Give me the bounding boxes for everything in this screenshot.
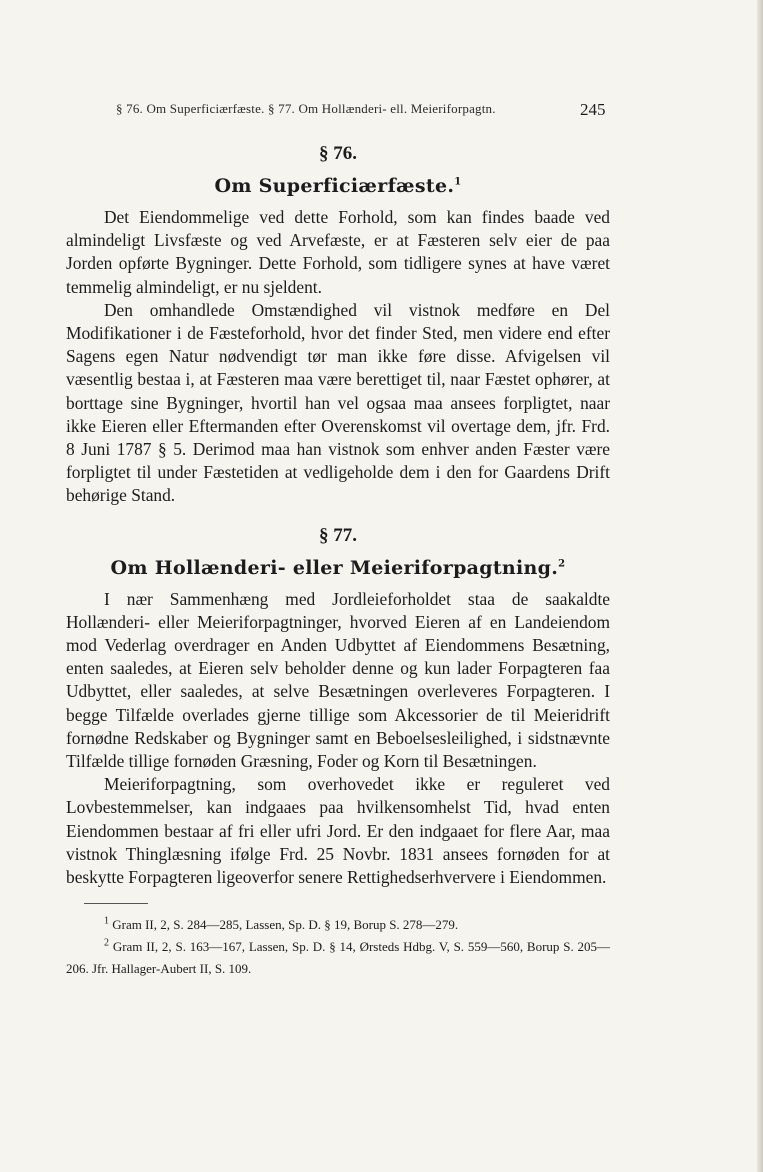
section-76-number: § 76. [319,143,357,164]
footnote-text: Gram II, 2, S. 284—285, Lassen, Sp. D. § 19, Borup S. 278—279. [112,917,459,933]
paragraph: Meieriforpagtning, som overhovedet ikke er reguleret ved Lovbestemmelser, kan indgaaes paa hvilkensomhelst Tid, hvad enten Eiendommen bestaar af fri eller ufri Jord. Er den indgaaet for flere Aar, maa vistnok Thinglæsning ifølge Frd. 25 Novbr. 1831 ansees fornøden for at beskytte Forpagteren ligeoverfor senere Rettighedserhververe i Eiendommen. [66,774,610,888]
paragraph: Den omhandlede Omstændighed vil vistnok medføre en Del Modifikationer i de Fæsteforhold, hvor det finder Sted, men videre end efter Sagens egen Natur nødvendigt tør man ikke føre disse. Afvigelsen vil væsentlig bestaa i, at Fæsteren maa være berettiget til, naar Fæstet ophører, at borttage sine Bygninger, hvortil han vel ogsaa maa ansees forpligtet, naar ikke Eieren eller Eftermanden efter Overenskomst vil overtage dem, jfr. Frd. 8 Juni 1787 § 5. Derimod maa han vistnok som enhver anden Fæster være forpligtet til under Fæstetiden at vedligeholde dem i den for Gaardens Drift behørige Stand. [66,299,610,506]
section-77-title [66,554,610,582]
paragraph: Det Eiendommelige ved dette Forhold, som kan findes baade ved almindeligt Livsfæste og ved Arvefæste, er at Fæsteren selv eier de paa Jorden opførte Bygninger. Dette Forhold, som tidligere synes at have været temmelig almindeligt, er nu sjeldent. [66,207,610,297]
section-76-title [66,172,610,200]
footnote-ref-1: 1 [454,176,462,188]
text-block [66,140,610,980]
section-76-title-text: Om Superficiærfæste. [214,175,455,197]
paragraph: I nær Sammenhæng med Jordleieforholdet staa de saakaldte Hollænderi- eller Meieriforpagtninger, hvorved Eieren af en Landeiendom mod Vederlag overdrager en Anden Udbyttet af Eiendommens Besætning, enten saaledes, at Eieren selv beholder denne og kun lader Forpagteren faa Udbyttet, eller saaledes, at selve Besætningen overleveres Forpagteren. I begge Tilfælde overlades gjerne tillige som Akcessorier de til Meieridrift fornødne Redskaber og Bygninger samt en Beboelsesleilighed, i sidstnævnte Tilfælde tillige fornøden Græsning, Foder og Korn til Besætningen. [66,588,610,772]
footnote-text: Gram II, 2, S. 163—167, Lassen, Sp. D. § 14, Ørsteds Hdbg. V, S. 559—560, Borup S. 205—206. Jfr. Hallager-Aubert II, S. 109. [66,939,611,977]
footnote-divider [84,903,148,904]
section-77-number: § 77. [319,524,357,546]
footnote [66,914,610,936]
running-head: § 76. Om Superficiærfæste. § 77. Om Hollænderi- ell. Meieriforpagtn. [116,101,496,116]
page-edge [757,0,763,1172]
footnote [66,936,610,980]
footnote-ref-2: 2 [558,558,566,570]
section-77-title-text: Om Hollænderi- eller Meieriforpagtning. [110,556,559,579]
footnote-mark: 1 [104,915,109,927]
footnote-mark: 2 [104,937,109,949]
page-number: 245 [580,100,606,119]
